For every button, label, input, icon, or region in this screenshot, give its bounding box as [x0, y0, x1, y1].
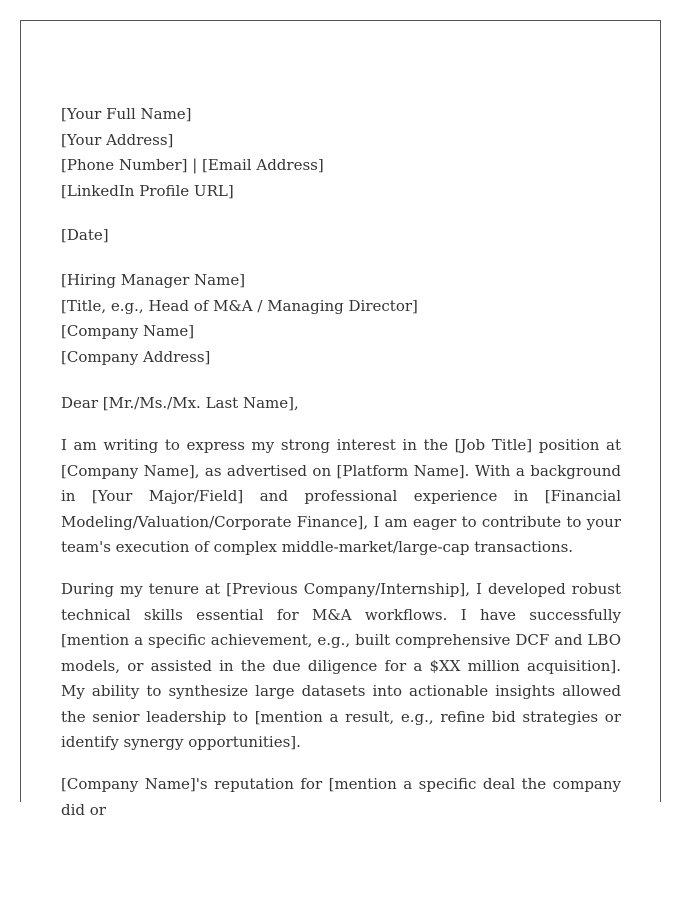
sender-contact: [Phone Number] | [Email Address]	[61, 156, 324, 175]
sender-address: [Your Address]	[61, 130, 174, 149]
salutation: Dear [Mr./Ms./Mx. Last Name],	[61, 394, 299, 413]
document-page	[20, 20, 661, 819]
recipient-title: [Title, e.g., Head of M&A / Managing Director]	[61, 296, 418, 315]
paragraph-intro: I am writing to express my strong interest in the [Job Title] position at [Company Name], as advertised on [Platform Name]. With a background in [Your Major/Field] and professional experience in [Financial Modeling/Valuation/Corporate Finance], I am eager to contribute to your team's execution of complex middle-market/large-cap transactions.	[61, 435, 621, 557]
recipient-name: [Hiring Manager Name]	[61, 270, 246, 289]
sender-linkedin: [LinkedIn Profile URL]	[61, 181, 234, 200]
sender-block	[61, 102, 621, 204]
letter-date: [Date]	[61, 226, 109, 245]
paragraph-experience: During my tenure at [Previous Company/Internship], I developed robust technical skills essential for M&A workflows. I have successfully [mention a specific achievement, e.g., built comprehensive DCF and LBO models, or assisted in the due diligence for a $XX million acquisition]. My ability to synthesize large datasets into actionable insights allowed the senior leadership to [mention a result, e.g., refine bid strategies or identify synergy opportunities].	[61, 579, 621, 752]
recipient-block	[61, 268, 621, 370]
paragraph-company-interest: [Company Name]'s reputation for [mention a specific deal the company did or	[61, 775, 621, 819]
recipient-company: [Company Name]	[61, 322, 195, 341]
sender-name: [Your Full Name]	[61, 105, 192, 123]
recipient-address: [Company Address]	[61, 347, 211, 366]
date-block	[61, 223, 621, 249]
cover-letter-body	[61, 102, 621, 823]
